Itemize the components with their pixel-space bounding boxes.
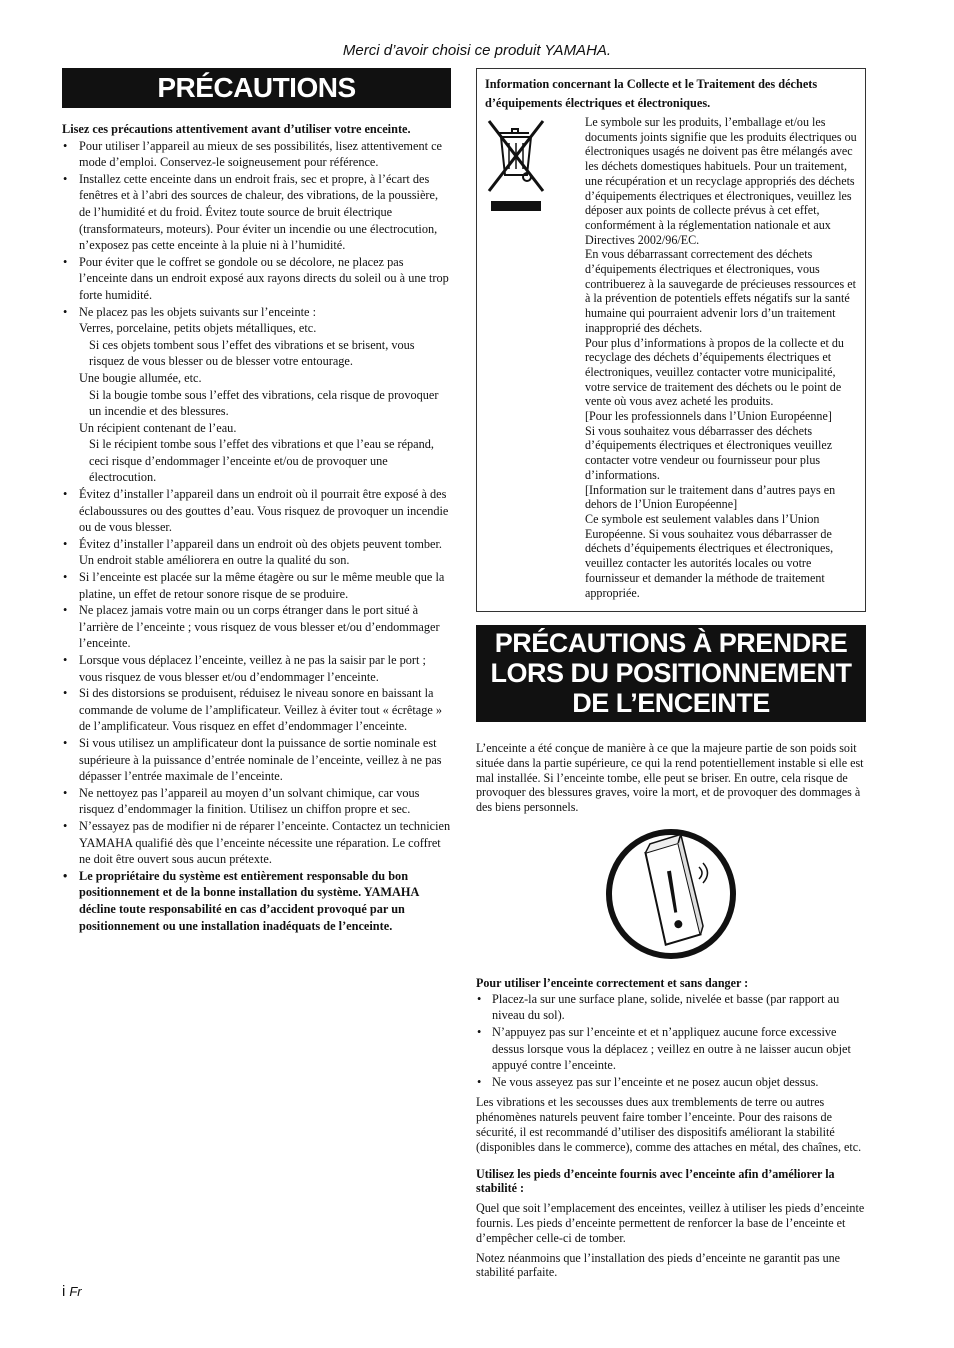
feet-note: Notez néanmoins que l’installation des pieds d’enceinte ne garantit pas une stabilité parfaite. — [476, 1250, 841, 1280]
list-item: • Ne nettoyez pas l’appareil au moyen d’un solvant chimique, car vous risquez d’endommager la finition. Utilisez un chiffon propre et sec. — [62, 785, 451, 818]
list-item: • Installez cette enceinte dans un endroit frais, sec et propre, à l’écart des fenêtres et à l’abri des sources de chaleur, des vibrations, de la poussière, de l’humidité et du froid. Évitez toute source de bruit électrique (transformateurs, moteurs). Pour éviter un incendie ou une électrocution, n’exposez pas cette enceinte à la pluie ni à l’humidité. — [62, 171, 451, 254]
language-code: Fr — [69, 1284, 82, 1299]
weee-paragraph: Le symbole sur les produits, l’emballage et/ou les documents joints signifie que les produits électriques ou électroniques usagés ne doivent pas être mélangés avec les déchets domestiques habituels. Pour un traitement, une récupération et un recyclage appropriés des déchets d’équipements électriques et électroniques, veuillez les déposer aux points de collecte prévus à cet effet, conformément à la réglementation nationale et aux Directives 2002/96/EC. — [585, 115, 857, 247]
sub-item: Verres, porcelaine, petits objets métalliques, etc. — [79, 321, 317, 336]
list-item: • Si des distorsions se produisent, réduisez le niveau sonore en baissant la commande de volume de l’amplificateur. Veillez à éviter tout « écrêtage » de l’amplificateur. Vous risquez en effet d’endommager l’enceinte. — [62, 685, 451, 735]
positioning-heading-line: PRÉCAUTIONS À PRENDRE — [494, 628, 848, 658]
safe-use-heading: Pour utiliser l’enceinte correctement et sans danger : — [476, 975, 749, 990]
list-item: • N’appuyez pas sur l’enceinte et et n’appliquez aucune force excessive dessus lorsque vous la déplacez ; veillez en outre à ne laisser aucun objet appuyé contre l’enceinte. — [476, 1024, 866, 1074]
weee-paragraph: Si vous souhaitez vous débarrasser des déchets d’équipements électriques et électroniques veuillez contacter votre vendeur ou fournisseur pour plus d’informations. — [585, 423, 833, 482]
tagline: Merci d’avoir choisi ce produit YAMAHA. — [342, 42, 612, 59]
positioning-heading-line: LORS DU POSITIONNEMENT — [490, 658, 852, 688]
list-item: • Ne vous asseyez pas sur l’enceinte et ne posez aucun objet dessus. — [476, 1074, 866, 1091]
page-number-value: i — [62, 1283, 66, 1300]
safe-use-list — [476, 991, 866, 1091]
list-item-objects — [62, 304, 451, 487]
page-number — [62, 1283, 82, 1300]
right-column — [476, 68, 866, 1280]
crossed-out-wheelie-bin-icon — [485, 115, 585, 600]
positioning-heading — [476, 625, 866, 722]
weee-title: Information concernant la Collecte et le Traitement des déchets d’équipements électriques et électroniques. — [485, 77, 818, 110]
list-item: • N’essayez pas de modifier ni de réparer l’enceinte. Contactez un technicien YAMAHA qualifié dès que l’enceinte nécessite une réparation. Le coffret ne doit être ouvert sous aucun prétexte. — [62, 818, 451, 868]
list-item: • Évitez d’installer l’appareil dans un endroit où il pourrait être exposé à des éclaboussures ou des gouttes d’eau. Vous risquez de provoquer un incendie ou de vous blesser. — [62, 486, 451, 536]
tipping-speaker-warning-icon — [476, 827, 866, 966]
list-item-text: • Ne placez pas les objets suivants sur l’enceinte : — [79, 304, 316, 319]
sub-item-detail: Si ces objets tombent sous l’effet des vibrations et se brisent, vous risquez de vous blesser ou de blesser votre entourage. — [89, 337, 415, 369]
list-item-responsibility: • Le propriétaire du système est entièrement responsable du bon positionnement et de la bonne installation du système. YAMAHA décline toute responsabilité en cas d’accident provoqué par un positionnement ou une installation inadéquats de l’enceinte. — [62, 868, 451, 934]
list-item: • Évitez d’installer l’appareil dans un endroit où des objets peuvent tomber. Un endroit stable améliorera en outre la qualité du son. — [62, 536, 451, 569]
positioning-intro: L’enceinte a été conçue de manière à ce que la majeure partie de son poids soit située dans la partie supérieure, ce qui la rend potentiellement instable si elle est mal installée. Si l’enceinte tombe, elle peut se briser. En outre, cela risque de provoquer des blessures graves, voire la mort, et de provoquer des dommages à des biens personnels. — [476, 741, 864, 815]
weee-paragraph: Ce symbole est seulement valables dans l’Union Européenne. Si vous souhaitez vous débarrasser de déchets d’équipements électriques et électroniques, veuillez contacter les autorités locales ou votre fournisseur et demander la méthode de traitement appropriée. — [585, 511, 834, 600]
sub-item-detail: Si la bougie tombe sous l’effet des vibrations, cela risque de provoquer un incendie et des blessures. — [89, 387, 439, 419]
positioning-heading-line: DE L’ENCEINTE — [572, 688, 770, 718]
weee-paragraph: En vous débarrassant correctement des déchets d’équipements électriques et électroniques, vous contribuerez à la sauvegarde de précieuses ressources et à la prévention de potentiels effets négatifs sur la santé humaine qui pourraient advenir lors d’un traitement inapproprié des déchets. — [585, 247, 856, 335]
sub-item: Un récipient contenant de l’eau. — [79, 420, 237, 435]
sub-item: Une bougie allumée, etc. — [79, 370, 202, 385]
feet-paragraph: Quel que soit l’emplacement des enceintes, veillez à utiliser les pieds d’enceinte fournis. Les pieds d’enceinte permettent de renforcer la base de l’enceinte et d’empêcher celle-ci de tomber. — [476, 1201, 865, 1245]
precautions-heading: PRÉCAUTIONS — [62, 68, 451, 108]
weee-info-box — [476, 68, 866, 612]
list-item: • Si vous utilisez un amplificateur dont la puissance de sortie nominale est supérieure à la puissance d’entrée nominale de l’enceinte, veillez à ne pas dépasser l’entrée maximale de l’enceinte. — [62, 735, 451, 785]
weee-paragraph: [Information sur le traitement dans d’autres pays en dehors de l’Union Européenne] — [585, 482, 836, 512]
list-item: • Placez-la sur une surface plane, solide, nivelée et basse (par rapport au niveau du sol). — [476, 991, 866, 1024]
precautions-list — [62, 138, 451, 935]
precautions-intro: Lisez ces précautions attentivement avant d’utiliser votre enceinte. — [62, 122, 411, 136]
list-item: • Si l’enceinte est placée sur la même étagère ou sur le même meuble que la platine, un effet de retour sonore risque de se produire. — [62, 569, 451, 602]
left-column — [62, 68, 451, 934]
list-item: • Pour utiliser l’appareil au mieux de ses possibilités, lisez attentivement ce mode d’emploi. Conservez-le soigneusement pour référence. — [62, 138, 451, 171]
vibration-paragraph: Les vibrations et les secousses dues aux tremblements de terre ou autres phénomènes naturels peuvent faire tomber l’enceinte. Pour des raisons de sécurité, il est recommandé d’utiliser des dispositifs améliorant la stabilité (disponibles dans le commerce), comme des attaches en métal, des chaînes, etc. — [476, 1095, 862, 1154]
sub-item-detail: Si le récipient tombe sous l’effet des vibrations et que l’eau se répand, ceci risque d’endommager l’enceinte et/ou de provoquer une électrocution. — [89, 437, 435, 485]
list-item: • Pour éviter que le coffret se gondole ou se décolore, ne placez pas l’enceinte dans un endroit exposé aux rayons directs du soleil ou à une trop forte humidité. — [62, 254, 451, 304]
weee-paragraph: [Pour les professionnels dans l’Union Européenne] — [585, 409, 832, 424]
list-item: • Ne placez jamais votre main ou un corps étranger dans le port situé à l’arrière de l’enceinte ; vous risquez de vous blesser et/ou d’endommager l’enceinte. — [62, 602, 451, 652]
list-item: • Lorsque vous déplacez l’enceinte, veillez à ne pas la saisir par le port ; vous risquez de vous blesser et/ou d’endommager l’enceinte. — [62, 652, 451, 685]
weee-paragraph: Pour plus d’informations à propos de la collecte et du recyclage des déchets d’équipements électriques et électroniques, veuillez contacter votre municipalité, votre service de traitement des déchets ou le point de vente où vous avez acheté les produits. — [585, 335, 844, 409]
feet-heading: Utilisez les pieds d’enceinte fournis avec l’enceinte afin d’améliorer la stabilité : — [476, 1166, 835, 1196]
